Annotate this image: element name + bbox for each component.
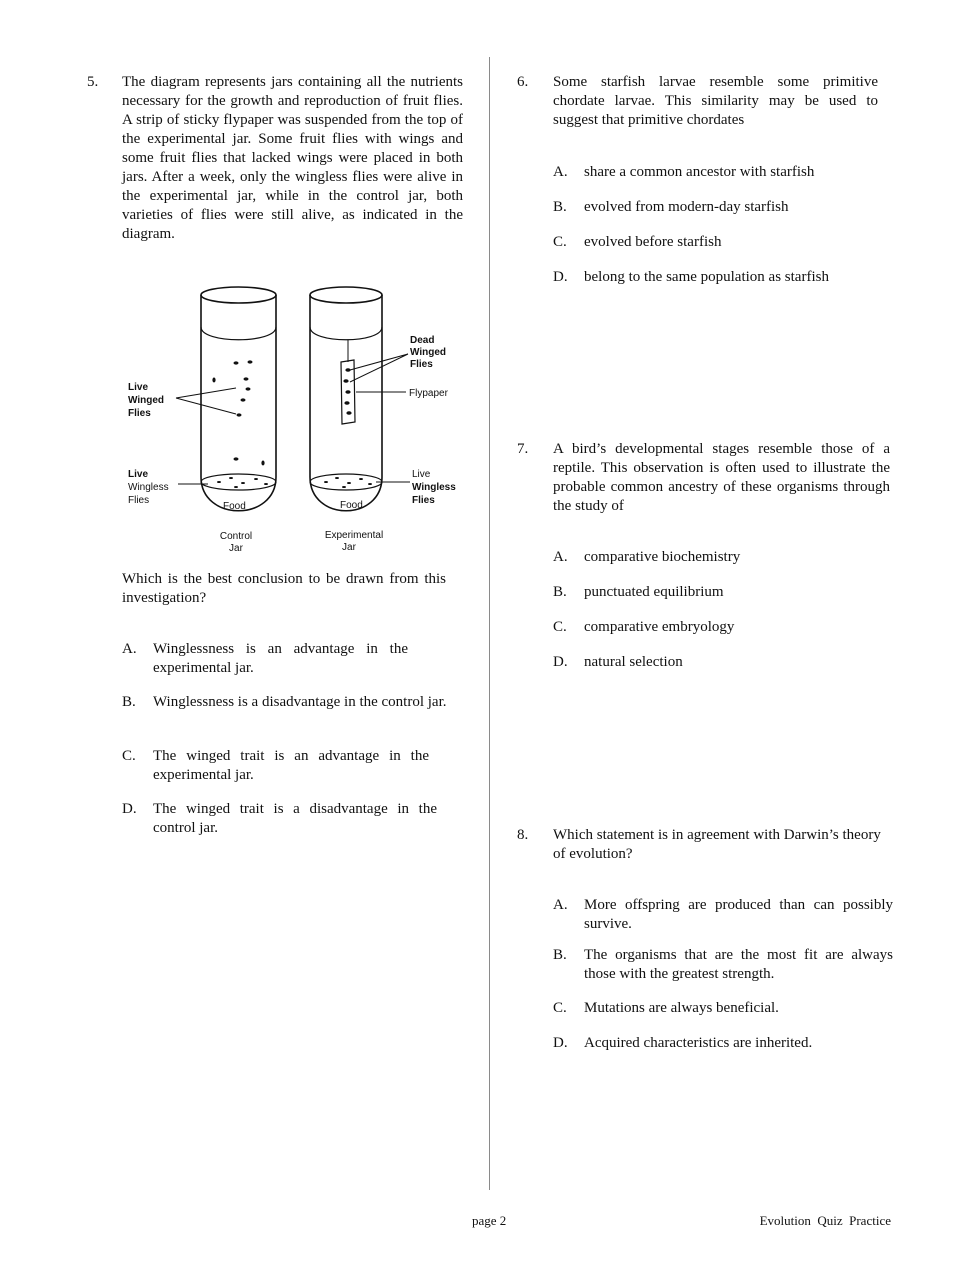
option-letter: A. xyxy=(553,897,568,913)
option-text: belong to the same population as starfish xyxy=(584,269,829,285)
question-text: Which statement is in agreement with Darwin’s theory of evolution? xyxy=(553,827,881,862)
option-text: Acquired characteristics are inherited. xyxy=(584,1035,813,1051)
question-text: Some starfish larvae resemble some primitive chordate larvae. This similarity may be used to suggest that primitive chordates xyxy=(553,74,878,128)
option-text: Mutations are always beneficial. xyxy=(584,1000,779,1016)
question-number: 7. xyxy=(517,441,529,457)
question-number: 6. xyxy=(517,74,529,90)
option-text: punctuated equilibrium xyxy=(584,584,724,600)
option-text: More offspring are produced than can possibly survive. xyxy=(584,897,893,932)
control-jar-outline xyxy=(201,295,276,511)
label-food-right: Food xyxy=(340,500,363,511)
option-letter: B. xyxy=(122,694,136,710)
option-text: The winged trait is a disadvantage in the control jar. xyxy=(153,801,437,836)
option-text: natural selection xyxy=(584,654,683,670)
label-live-winged-3: Flies xyxy=(128,408,151,419)
question-text: The diagram represents jars containing all the nutrients necessary for the growth and reproduction of fruit flies. A strip of sticky flypaper was suspended from the top of the experimental jar. Some fruit flies with wings and some fruit flies that lacked wings were placed in both jars. After a week, only the wingless flies were alive in the experimental jar, while in the control jar, both varieties of flies were still alive, as indicated in the diagram. xyxy=(122,74,463,242)
option-letter: A. xyxy=(553,164,568,180)
label-experimental-jar-2: Jar xyxy=(342,542,356,553)
fruit-fly-jars-diagram xyxy=(118,282,468,560)
experimental-jar-food-surface xyxy=(310,474,382,490)
control-jar-lid-line xyxy=(201,327,276,340)
experimental-jar-lid-line xyxy=(310,327,382,340)
control-jar-food-surface xyxy=(201,474,276,490)
option-text: Winglessness is a disadvantage in the control jar. xyxy=(153,694,447,710)
label-live-wingless-right-1: Live xyxy=(412,469,431,480)
option-text: share a common ancestor with starfish xyxy=(584,164,815,180)
option-text: The winged trait is an advantage in the experimental jar. xyxy=(153,748,429,783)
option-letter: D. xyxy=(553,1035,568,1051)
control-jar-rim xyxy=(201,287,276,303)
label-control-jar-1: Control xyxy=(219,531,253,542)
option-text: comparative biochemistry xyxy=(584,549,741,565)
label-live-wingless-right-3: Flies xyxy=(412,495,435,506)
question-number: 8. xyxy=(517,827,529,843)
label-live-winged-1: Live xyxy=(128,382,149,393)
label-experimental-jar-1: Experimental xyxy=(324,530,384,541)
option-letter: C. xyxy=(553,234,567,250)
experimental-jar-rim xyxy=(310,287,382,303)
option-text: The organisms that are the most fit are always those with the greatest strength. xyxy=(584,947,893,982)
option-letter: A. xyxy=(553,549,568,565)
label-dead-winged-1: Dead xyxy=(410,335,435,346)
label-control-jar-2: Jar xyxy=(229,543,243,554)
question-5-prompt: Which is the best conclusion to be drawn from this investigation? xyxy=(122,571,446,606)
label-live-wingless-left-2: Wingless xyxy=(128,482,169,493)
label-live-wingless-left-1: Live xyxy=(128,469,149,480)
document-title: Evolution Quiz Practice xyxy=(759,1213,891,1228)
label-live-wingless-right-2: Wingless xyxy=(412,482,456,493)
label-live-wingless-left-3: Flies xyxy=(128,495,150,506)
option-text: evolved from modern-day starfish xyxy=(584,199,789,215)
label-dead-winged-2: Winged xyxy=(410,347,447,358)
option-letter: C. xyxy=(553,619,567,635)
option-letter: A. xyxy=(122,641,137,657)
option-letter: C. xyxy=(553,1000,567,1016)
dead-winged-leader-lines xyxy=(350,354,408,382)
label-dead-winged-3: Flies xyxy=(410,359,433,370)
option-letter: D. xyxy=(122,801,137,817)
option-text: evolved before starfish xyxy=(584,234,722,250)
option-text: Winglessness is an advantage in the experimental jar. xyxy=(153,641,408,676)
option-text: comparative embryology xyxy=(584,619,735,635)
label-food-left: Food xyxy=(223,501,246,512)
question-number: 5. xyxy=(87,74,99,90)
option-letter: B. xyxy=(553,199,567,215)
option-letter: D. xyxy=(553,269,568,285)
option-letter: C. xyxy=(122,748,136,764)
live-winged-leader-lines xyxy=(176,388,236,414)
fly-marks xyxy=(212,360,372,488)
label-live-winged-2: Winged xyxy=(128,395,165,406)
option-letter: B. xyxy=(553,584,567,600)
option-letter: B. xyxy=(553,947,567,963)
column-divider xyxy=(489,57,490,1190)
question-text: A bird’s developmental stages resemble those of a reptile. This observation is often used to illustrate the probable common ancestry of these organisms through the study of xyxy=(553,441,890,514)
option-letter: D. xyxy=(553,654,568,670)
label-flypaper: Flypaper xyxy=(409,388,448,399)
page-number: page 2 xyxy=(472,1213,507,1228)
